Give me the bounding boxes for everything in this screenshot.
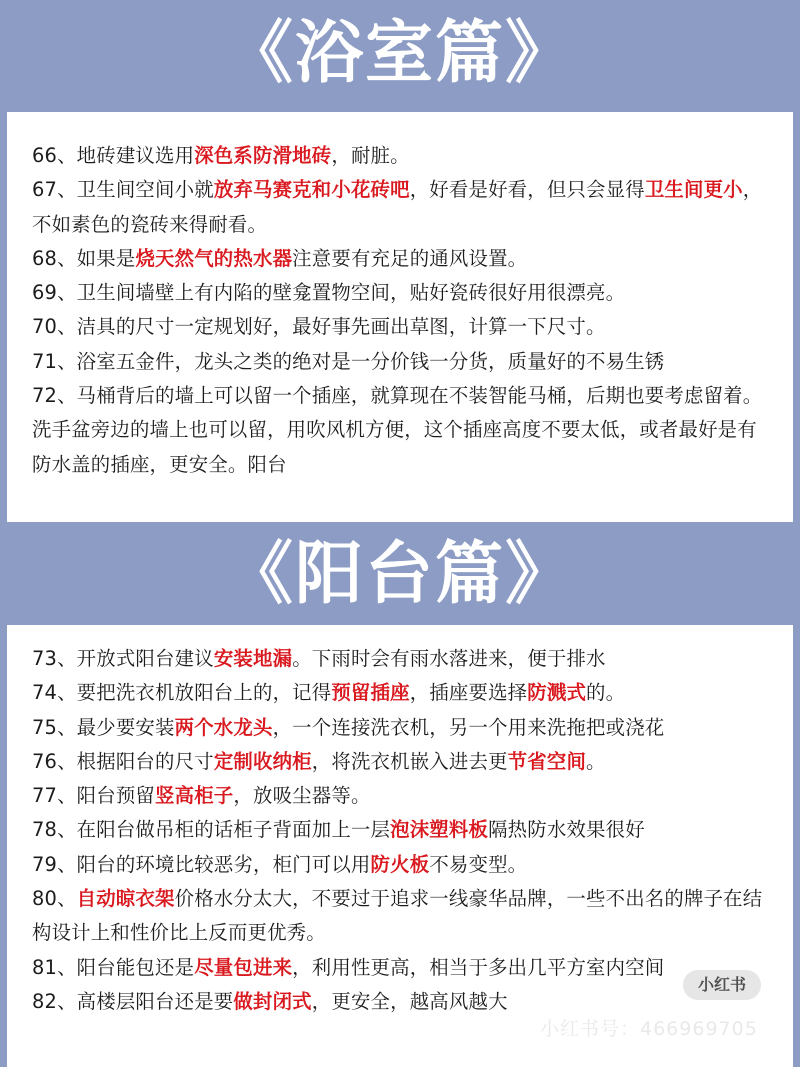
tip-text: 。下雨时会有雨水落进来，便于排水 — [292, 647, 606, 670]
watermark-badge: 小红书 — [683, 970, 761, 1000]
tip-item — [32, 882, 775, 951]
tip-text: 71、浴室五金件，龙头之类的绝对是一分价钱一分货，质量好的不易生锈 — [32, 349, 665, 373]
tip-text: 72、马桶背后的墙上可以留一个插座，就算现在不装智能马桶，后期也要考虑留着。洗手盆旁边的墙上也可以留，用吹风机方便，这个插座高度不要太低，或者最好是有防水盖的插座，更安全。阳台 — [32, 384, 763, 476]
tip-text: 66、地砖建议选用 — [32, 144, 195, 167]
tip-text: ，耐脏。 — [331, 144, 410, 167]
tip-item — [32, 951, 775, 985]
tip-text: 79、阳台的环境比较恶劣，柜门可以用 — [32, 852, 371, 876]
tip-item — [32, 848, 775, 882]
highlight-text: 预留插座 — [331, 681, 410, 705]
balcony-section-title: 《阳台篇》 — [224, 535, 575, 614]
highlight-text: 两个水龙头 — [174, 715, 273, 739]
tip-text: 不易变型。 — [429, 852, 528, 876]
tip-item — [32, 676, 775, 710]
balcony-tips-panel — [7, 625, 793, 1067]
highlight-text: 定制收纳柜 — [213, 749, 312, 773]
tip-text: 注意要有充足的通风设置。 — [292, 246, 528, 270]
highlight-text: 防溅式 — [527, 681, 587, 705]
tip-text: ，插座要选择 — [409, 681, 528, 705]
tip-text: 68、如果是 — [32, 246, 136, 270]
tip-item — [32, 813, 775, 847]
tip-text: 77、阳台预留 — [32, 784, 156, 808]
bathroom-section-title: 《浴室篇》 — [224, 14, 575, 93]
tip-text: ，放吸尘器等。 — [233, 784, 371, 808]
tip-text: 75、最少要安装 — [32, 715, 175, 739]
tip-text: 的。 — [586, 681, 626, 705]
tip-item — [32, 711, 775, 745]
highlight-text: 烧天然气的热水器 — [135, 246, 293, 270]
tip-text: 74、要把洗衣机放阳台上的，记得 — [32, 681, 332, 705]
tip-text: ，利用性更高，相当于多出几平方室内空间 — [292, 955, 665, 979]
tip-text: 81、阳台能包还是 — [32, 955, 195, 979]
tip-text: ，更安全，越高风越大 — [311, 989, 508, 1013]
tip-item — [32, 139, 775, 173]
tip-text: 69、卫生间墙壁上有内陷的壁龛置物空间，贴好瓷砖很好用很漂亮。 — [32, 281, 626, 305]
tip-item — [32, 779, 775, 813]
tip-text: 76、根据阳台的尺寸 — [32, 749, 214, 773]
tip-item — [32, 379, 775, 482]
tip-text: 78、在阳台做吊柜的话柜子背面加上一层 — [32, 818, 391, 842]
highlight-text: 竖高柜子 — [155, 784, 234, 808]
highlight-text: 放弃马赛克和小花砖吧 — [213, 178, 410, 202]
tip-text: 。 — [586, 749, 606, 773]
highlight-text: 尽量包进来 — [194, 955, 293, 979]
tip-text: ，一个连接洗衣机，另一个用来洗拖把或浇花 — [272, 715, 665, 739]
tip-item — [32, 345, 775, 379]
bathroom-tips-panel — [7, 112, 793, 522]
highlight-text: 深色系防滑地砖 — [194, 144, 332, 167]
tip-item — [32, 310, 775, 344]
highlight-text: 泡沫塑料板 — [390, 818, 489, 842]
tip-item — [32, 276, 775, 310]
tip-text: 价格水分太大，不要过于追求一线豪华品牌，一些不出名的牌子在结构设计上和性价比上反而更优秀。 — [32, 887, 763, 945]
highlight-text: 卫生间更小 — [644, 178, 743, 202]
tip-item — [32, 173, 775, 242]
tip-text: 80、 — [32, 887, 77, 911]
highlight-text: 节省空间 — [507, 749, 587, 773]
tip-item — [32, 242, 775, 276]
highlight-text: 做封闭式 — [233, 989, 312, 1013]
tip-item — [32, 642, 775, 676]
tip-text: 82、高楼层阳台还是要 — [32, 989, 234, 1013]
highlight-text: 安装地漏 — [213, 647, 293, 670]
tip-text: 73、开放式阳台建议 — [32, 647, 214, 670]
tip-text: 隔热防水效果很好 — [488, 818, 645, 842]
tip-text: ，好看是好看，但只会显得 — [409, 178, 645, 202]
highlight-text: 防火板 — [370, 852, 430, 876]
watermark-id: 小红书号：466969705 — [540, 1018, 758, 1040]
tip-text: 70、洁具的尺寸一定规划好，最好事先画出草图，计算一下尺寸。 — [32, 315, 606, 339]
highlight-text: 自动晾衣架 — [76, 887, 175, 911]
tip-item — [32, 745, 775, 779]
tip-text: ，不如素色的瓷砖来得耐看。 — [32, 178, 763, 236]
tip-text: 67、卫生间空间小就 — [32, 178, 214, 202]
tip-text: ，将洗衣机嵌入进去更 — [311, 749, 508, 773]
